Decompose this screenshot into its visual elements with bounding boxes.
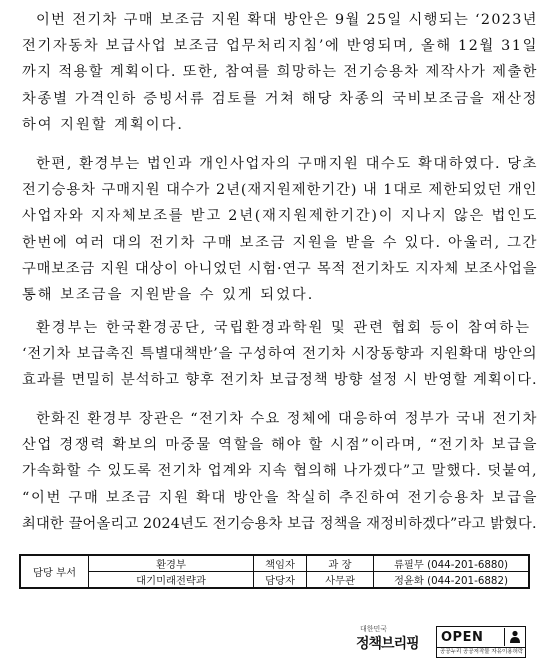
text-line: 전기승용차 구매지원 대수가 2년(재지원제한기간) 내 1대로 제한되었던 개인 bbox=[22, 182, 538, 199]
kogl-open-badge bbox=[436, 626, 526, 658]
text-line: 까지 적용할 계획이다. 또한, 참여를 희망하는 전기승용차 제작사가 제출한 bbox=[22, 64, 538, 81]
paragraph-task-force bbox=[22, 315, 536, 394]
attribution-person-icon bbox=[504, 628, 525, 646]
contact-title: 과 장 bbox=[307, 555, 374, 572]
contact-role: 담당자 bbox=[254, 572, 307, 589]
footer bbox=[356, 624, 526, 660]
text-line: 하여 지원할 계획이다. bbox=[22, 116, 184, 133]
contact-person: 류필무 (044-201-6880) bbox=[374, 555, 530, 572]
contact-table bbox=[19, 554, 530, 589]
text-line: 이번 전기차 구매 보조금 지원 확대 방안은 9월 25일 시행되는 ‘2023년 bbox=[36, 12, 538, 28]
text-line: “이번 구매 보조금 지원 확대 방안을 착실히 추진하여 전기승용차 보급을 bbox=[22, 489, 539, 506]
text-line: 한화진 환경부 장관은 “전기차 수요 정체에 대응하여 정부가 국내 전기차 bbox=[36, 411, 538, 427]
open-sublabel: 공공누리 공공저작물 자유이용허락 bbox=[440, 649, 524, 655]
text-line: 한번에 여러 대의 전기차 구매 보조금 지원을 받을 수 있다. 아울러, 그간 bbox=[22, 234, 539, 251]
contact-title: 사무관 bbox=[307, 572, 374, 589]
text-line: 최대한 끌어올리고 2024년도 전기승용차 보급 정책을 재정비하겠다”라고 밝혔다. bbox=[22, 515, 537, 532]
dept-label: 담당 부서 bbox=[20, 555, 89, 588]
text-line: 한편, 환경부는 법인과 개인사업자의 구매지원 대수도 확대하였다. 당초 bbox=[36, 156, 539, 172]
text-line: 통해 보조금을 지원받을 수 있게 되었다. bbox=[22, 287, 315, 304]
text-line: 차종별 가격인하 증빙서류 검토를 거쳐 해당 차종의 국비보조금을 재산정 bbox=[22, 90, 539, 107]
text-line: 사업자와 지자체보조를 받고 2년(재지원제한기간)이 지나지 않은 법인도 bbox=[22, 208, 539, 225]
text-line: 환경부는 한국환경공단, 국립환경과학원 및 관련 협회 등이 참여하는 bbox=[36, 320, 532, 336]
dept-org: 환경부 bbox=[89, 555, 254, 572]
policy-briefing-logo bbox=[356, 624, 428, 660]
paragraph-purchase-expansion bbox=[22, 151, 539, 308]
text-line: 구매보조금 지원 대상이 아니었던 시험·연구 목적 전기차도 지자체 보조사업을 bbox=[22, 260, 538, 277]
text-line: 산업 경쟁력 확보의 마중물 역할을 해야 할 시점”이라며, “전기차 보급을 bbox=[22, 437, 539, 454]
contact-person: 정윤화 (044-201-6882) bbox=[374, 572, 530, 589]
text-line: 효과를 면밀히 분석하고 향후 전기차 보급정책 방향 설정 시 반영할 계획이다. bbox=[22, 372, 538, 389]
dept-office: 대기미래전략과 bbox=[89, 572, 254, 589]
brand-name: 정책브리핑 bbox=[356, 636, 419, 652]
text-line: ‘전기차 보급촉진 특별대책반’을 구성하여 전기차 시장동향과 지원확대 방안의 bbox=[22, 346, 538, 363]
text-line: 전기자동차 보급사업 보조금 업무처리지침’에 반영되며, 올해 12월 31일 bbox=[22, 38, 539, 55]
open-label: OPEN bbox=[441, 629, 484, 645]
paragraph-rebate-schedule bbox=[22, 7, 539, 138]
contact-role: 책임자 bbox=[254, 555, 307, 572]
brand-country: 대한민국 bbox=[360, 625, 388, 633]
paragraph-minister-quote bbox=[22, 406, 539, 537]
text-line: 가속화할 수 있도록 전기차 업계와 지속 협의해 나가겠다”고 말했다. 덧붙여, bbox=[22, 463, 538, 480]
